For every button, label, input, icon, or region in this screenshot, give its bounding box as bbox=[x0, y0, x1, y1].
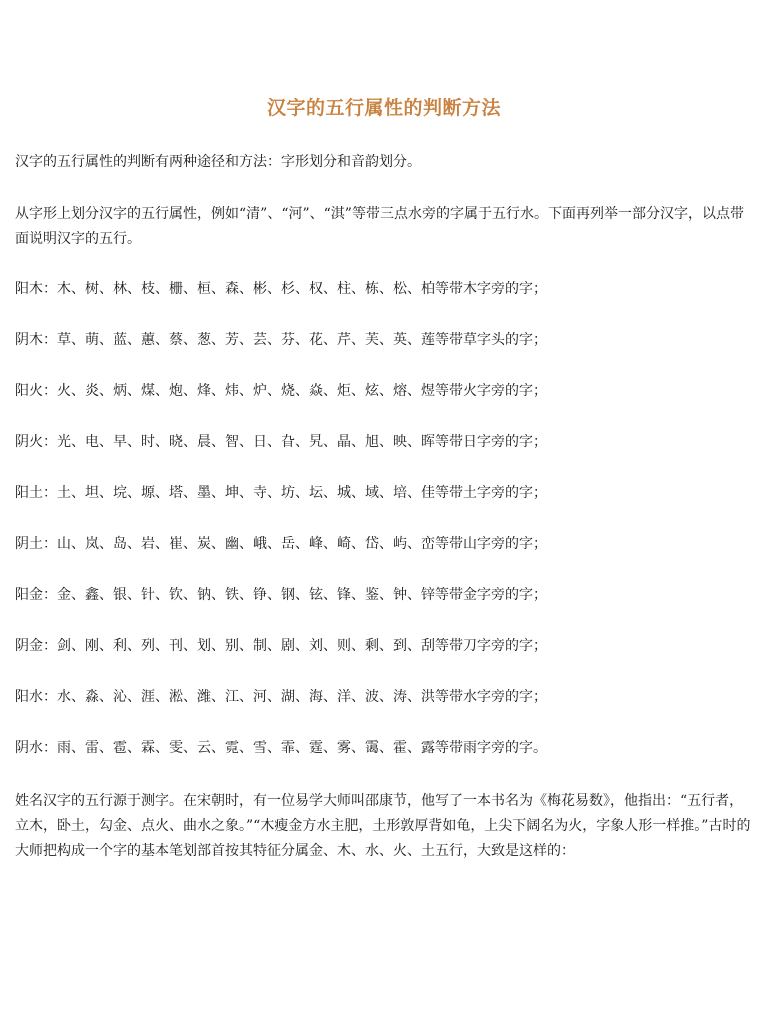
element-line-yang-fire: 阳火：火、炎、炳、煤、炮、烽、炜、炉、烧、焱、炬、炫、熔、煜等带火字旁的字； bbox=[15, 383, 547, 399]
closing-paragraph: 姓名汉字的五行源于测字。在宋朝时，有一位易学大师叫邵康节，他写了一本书名为《梅花易数》，他指出：“五行者，立木，卧土，勾金、点火、曲水之象。”“木瘦金方水主肥，土形敦厚背如龟，上尖下阔名为火，字象人形一样推。”古时的大师把构成一个字的基本笔划部首按其特征分属金、木、水、火、土五行，大致是这样的： bbox=[15, 793, 751, 859]
element-line-yang-wood: 阳木：木、树、林、枝、栅、桓、森、彬、杉、权、柱、栋、松、柏等带木字旁的字； bbox=[15, 281, 547, 297]
element-line-yin-wood: 阴木：草、萌、蓝、蕙、蔡、葱、芳、芸、芬、花、芹、芙、英、莲等带草字头的字； bbox=[15, 332, 547, 348]
element-line-yang-earth: 阳土：土、坦、垸、塬、塔、墨、坤、寺、坊、坛、城、域、培、佳等带土字旁的字； bbox=[15, 485, 547, 501]
form-paragraph: 从字形上划分汉字的五行属性，例如“清”、“河”、“淇”等带三点水旁的字属于五行水。下面再列举一部分汉字，以点带面说明汉字的五行。 bbox=[15, 206, 744, 247]
element-line-yin-earth: 阴土：山、岚、岛、岩、崔、炭、幽、峨、岳、峰、崎、岱、屿、峦等带山字旁的字； bbox=[15, 536, 547, 552]
element-line-yang-water: 阳水：水、淼、沁、涯、淞、潍、江、河、湖、海、洋、波、涛、洪等带水字旁的字； bbox=[15, 689, 547, 705]
element-line-yin-fire: 阴火：光、电、早、时、晓、晨、智、日、旮、旯、晶、旭、映、晖等带日字旁的字； bbox=[15, 434, 547, 450]
element-line-yang-metal: 阳金：金、鑫、银、针、钦、钠、铁、铮、钢、铉、锋、鉴、钟、锌等带金字旁的字； bbox=[15, 587, 547, 603]
document-title: 汉字的五行属性的判断方法 bbox=[266, 97, 501, 119]
element-line-yin-metal: 阴金：剑、刚、利、列、刊、划、别、制、剧、刘、则、剩、到、刮等带刀字旁的字； bbox=[15, 638, 547, 654]
intro-paragraph: 汉字的五行属性的判断有两种途径和方法：字形划分和音韵划分。 bbox=[15, 154, 421, 170]
element-line-yin-water: 阴水：雨、雷、雹、霖、雯、云、霓、雪、霏、霆、雾、霭、霍、露等带雨字旁的字。 bbox=[15, 740, 547, 756]
